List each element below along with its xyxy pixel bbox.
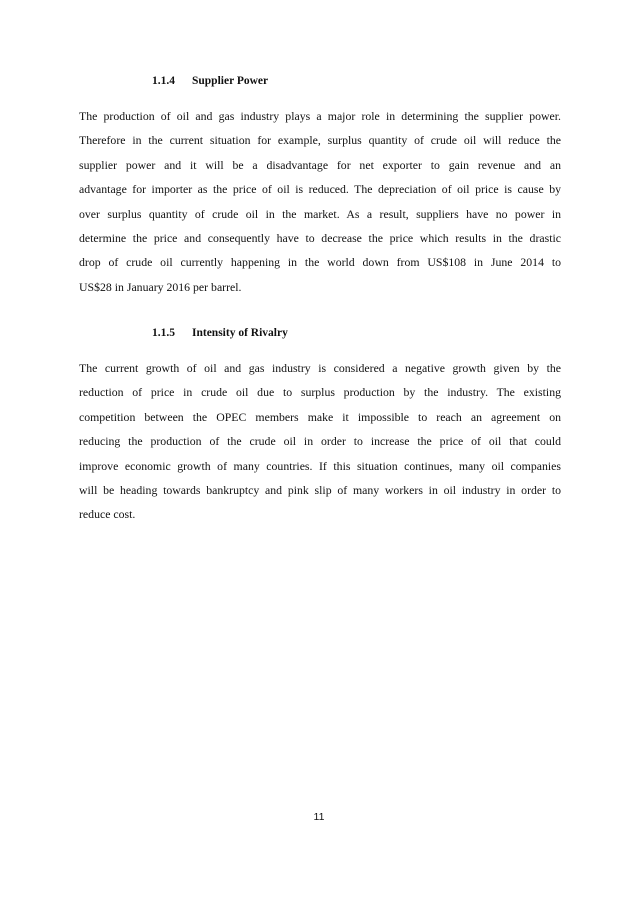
paragraph-line: drop of crude oil currently happening in the world down from US$108 in June 2014 to bbox=[79, 255, 561, 270]
section-supplier-power bbox=[79, 74, 561, 299]
paragraph-line: reduction of price in crude oil due to surplus production by the industry. The existing bbox=[79, 385, 561, 400]
paragraph-line: determine the price and consequently have to decrease the price which results in the drastic bbox=[79, 230, 561, 245]
section-intensity-of-rivalry bbox=[79, 326, 561, 527]
section-heading bbox=[152, 326, 561, 340]
section-title: Intensity of Rivalry bbox=[192, 327, 288, 339]
paragraph-line: competition between the OPEC members make it impossible to reach an agreement on bbox=[79, 409, 561, 424]
paragraph-line: over surplus quantity of crude oil in the market. As a result, suppliers have no power in bbox=[79, 206, 561, 221]
paragraph-line: The production of oil and gas industry plays a major role in determining the supplier power. bbox=[79, 109, 561, 123]
section-paragraph bbox=[79, 356, 561, 527]
section-paragraph bbox=[79, 104, 561, 299]
section-heading bbox=[152, 74, 561, 88]
page-number: 11 bbox=[313, 811, 325, 823]
paragraph-line: reducing the production of the crude oil in order to increase the price of oil that could bbox=[79, 434, 561, 449]
section-number: 1.1.5 bbox=[152, 327, 175, 339]
paragraph-line: improve economic growth of many countries. If this situation continues, many oil companies bbox=[79, 458, 561, 473]
section-title: Supplier Power bbox=[192, 75, 269, 87]
paragraph-line: will be heading towards bankruptcy and pink slip of many workers in oil industry in order to bbox=[79, 482, 561, 497]
paragraph-line: advantage for importer as the price of oil is reduced. The depreciation of oil price is cause by bbox=[79, 182, 561, 197]
paragraph-line: Therefore in the current situation for example, surplus quantity of crude oil will reduce the bbox=[79, 133, 561, 148]
paragraph-line: reduce cost. bbox=[79, 507, 136, 522]
section-number: 1.1.4 bbox=[152, 75, 175, 87]
paragraph-line: supplier power and it will be a disadvantage for net exporter to gain revenue and an bbox=[79, 157, 561, 172]
paragraph-line: US$28 in January 2016 per barrel. bbox=[79, 279, 242, 294]
paragraph-line: The current growth of oil and gas industry is considered a negative growth given by the bbox=[79, 361, 561, 375]
